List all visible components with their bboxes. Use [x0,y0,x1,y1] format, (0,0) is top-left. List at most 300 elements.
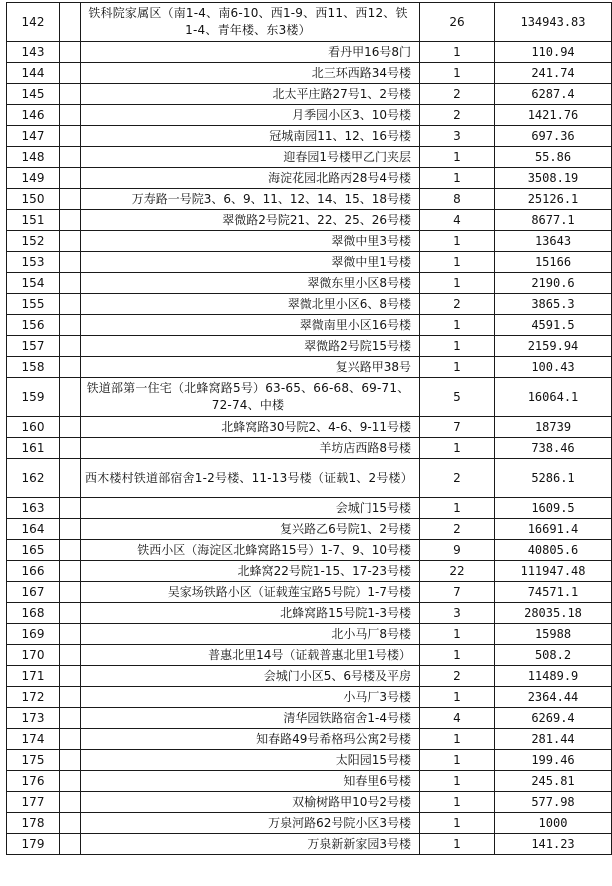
area-cell: 25126.1 [495,189,612,210]
row-number-cell: 161 [7,438,60,459]
address-cell [81,540,420,561]
empty-cell [60,231,81,252]
row-number-cell: 149 [7,168,60,189]
empty-cell [60,378,81,417]
table-row [7,624,612,645]
building-count-cell [420,3,495,42]
empty-cell [60,252,81,273]
building-count-cell [420,231,495,252]
address-text: 北太平庄路27号1、2号楼 [272,86,411,101]
building-count-cell [420,750,495,771]
building-count-text: 1 [453,752,461,767]
area-cell: 134943.83 [495,3,612,42]
building-count-cell [420,417,495,438]
area-cell: 5286.1 [495,459,612,498]
table-row [7,519,612,540]
empty-cell [60,3,81,42]
row-number-cell: 175 [7,750,60,771]
building-count-cell [420,273,495,294]
building-count-cell [420,645,495,666]
building-count-cell [420,252,495,273]
empty-cell [60,438,81,459]
building-count-text: 2 [453,107,461,122]
address-cell [81,687,420,708]
area-cell: 40805.6 [495,540,612,561]
area-cell: 508.2 [495,645,612,666]
building-count-text: 1 [453,500,461,515]
row-number-cell: 152 [7,231,60,252]
building-count-text: 1 [453,359,461,374]
empty-cell [60,813,81,834]
address-cell [81,792,420,813]
address-text: 北三环西路34号楼 [311,65,411,80]
address-cell [81,336,420,357]
address-cell [81,603,420,624]
table-row [7,3,612,42]
address-text: 清华园铁路宿舍1-4号楼 [283,710,411,725]
building-count-text: 1 [453,65,461,80]
table-row [7,294,612,315]
building-count-cell [420,294,495,315]
building-count-text: 8 [453,191,461,206]
table-row [7,708,612,729]
row-number-cell: 168 [7,603,60,624]
building-count-cell [420,582,495,603]
building-count-cell [420,459,495,498]
row-number-cell: 170 [7,645,60,666]
empty-cell [60,624,81,645]
building-count-text: 5 [453,389,461,404]
area-cell: 55.86 [495,147,612,168]
area-cell: 11489.9 [495,666,612,687]
empty-cell [60,582,81,603]
empty-cell [60,603,81,624]
address-cell [81,519,420,540]
building-count-text: 7 [453,419,461,434]
building-count-text: 1 [453,815,461,830]
address-cell [81,273,420,294]
empty-cell [60,834,81,855]
row-number-cell: 163 [7,498,60,519]
address-text: 北蜂窝路15号院1-3号楼 [280,605,411,620]
building-count-cell [420,126,495,147]
building-count-text: 9 [453,542,461,557]
table-row [7,582,612,603]
area-cell: 697.36 [495,126,612,147]
address-text: 翠微南里小区16号楼 [299,317,411,332]
area-cell: 1609.5 [495,498,612,519]
area-cell: 110.94 [495,42,612,63]
area-cell: 6287.4 [495,84,612,105]
row-number-cell: 153 [7,252,60,273]
area-cell: 3508.19 [495,168,612,189]
address-text: 翠微路2号院21、22、25、26号楼 [222,212,411,227]
building-count-text: 1 [453,317,461,332]
area-cell: 577.98 [495,792,612,813]
address-cell [81,666,420,687]
address-cell [81,459,420,498]
empty-cell [60,792,81,813]
area-cell: 1421.76 [495,105,612,126]
address-cell [81,42,420,63]
area-cell: 18739 [495,417,612,438]
building-count-cell [420,189,495,210]
address-text: 复兴路甲38号 [335,359,411,374]
empty-cell [60,63,81,84]
address-text: 知春路49号希格玛公寓2号楼 [256,731,411,746]
table-row [7,315,612,336]
table-row [7,603,612,624]
empty-cell [60,540,81,561]
address-cell [81,729,420,750]
table-body [7,3,612,855]
row-number-cell: 151 [7,210,60,231]
building-count-cell [420,624,495,645]
area-cell: 281.44 [495,729,612,750]
address-cell [81,378,420,417]
table-row [7,189,612,210]
address-cell [81,105,420,126]
address-text: 太阳园15号楼 [335,752,411,767]
table-row [7,771,612,792]
table-row [7,459,612,498]
building-count-text: 7 [453,584,461,599]
address-text: 北蜂窝路30号院2、4-6、9-11号楼 [221,419,411,434]
empty-cell [60,147,81,168]
empty-cell [60,210,81,231]
area-cell: 199.46 [495,750,612,771]
address-cell [81,750,420,771]
address-text: 会城门小区5、6号楼及平房 [263,668,411,683]
building-count-cell [420,687,495,708]
address-text: 普惠北里14号（证载普惠北里1号楼） [208,647,411,662]
table-row [7,84,612,105]
building-count-cell [420,498,495,519]
building-count-cell [420,708,495,729]
row-number-cell: 142 [7,3,60,42]
row-number-cell: 150 [7,189,60,210]
building-count-text: 1 [453,773,461,788]
building-count-cell [420,336,495,357]
table-row [7,210,612,231]
area-cell: 3865.3 [495,294,612,315]
address-cell [81,252,420,273]
row-number-cell: 179 [7,834,60,855]
empty-cell [60,498,81,519]
area-cell: 738.46 [495,438,612,459]
address-text: 翠微中里1号楼 [331,254,411,269]
row-number-cell: 159 [7,378,60,417]
row-number-cell: 147 [7,126,60,147]
table-row [7,357,612,378]
row-number-cell: 145 [7,84,60,105]
empty-cell [60,708,81,729]
building-count-cell [420,147,495,168]
row-number-cell: 171 [7,666,60,687]
row-number-cell: 154 [7,273,60,294]
building-count-cell [420,168,495,189]
address-cell [81,63,420,84]
building-count-cell [420,729,495,750]
table-row [7,273,612,294]
building-count-cell [420,84,495,105]
address-cell [81,231,420,252]
empty-cell [60,771,81,792]
address-cell [81,834,420,855]
address-text: 万泉河路62号院小区3号楼 [268,815,411,830]
empty-cell [60,189,81,210]
empty-cell [60,273,81,294]
area-cell: 100.43 [495,357,612,378]
address-cell [81,582,420,603]
area-cell: 13643 [495,231,612,252]
table-row [7,438,612,459]
table-row [7,168,612,189]
building-count-cell [420,438,495,459]
building-count-text: 2 [453,668,461,683]
empty-cell [60,417,81,438]
empty-cell [60,294,81,315]
building-count-cell [420,315,495,336]
building-count-text: 1 [453,149,461,164]
table-row [7,561,612,582]
row-number-cell: 162 [7,459,60,498]
row-number-cell: 174 [7,729,60,750]
building-count-text: 1 [453,689,461,704]
address-text: 冠城南园11、12、16号楼 [269,128,411,143]
row-number-cell: 169 [7,624,60,645]
table-row [7,105,612,126]
building-count-cell [420,603,495,624]
address-cell [81,498,420,519]
area-cell: 15988 [495,624,612,645]
address-cell [81,357,420,378]
empty-cell [60,84,81,105]
row-number-cell: 172 [7,687,60,708]
address-text: 知春里6号楼 [343,773,411,788]
empty-cell [60,561,81,582]
address-cell [81,84,420,105]
table-row [7,645,612,666]
table-row [7,378,612,417]
building-count-text: 1 [453,647,461,662]
empty-cell [60,315,81,336]
area-cell: 1000 [495,813,612,834]
building-count-text: 1 [453,731,461,746]
property-table [6,2,612,855]
empty-cell [60,168,81,189]
table-row [7,417,612,438]
address-text: 月季园小区3、10号楼 [292,107,411,122]
empty-cell [60,336,81,357]
address-text: 北蜂窝22号院1-15、17-23号楼 [237,563,411,578]
building-count-text: 1 [453,254,461,269]
area-cell: 28035.18 [495,603,612,624]
address-cell [81,210,420,231]
address-cell [81,813,420,834]
building-count-cell [420,63,495,84]
empty-cell [60,750,81,771]
building-count-text: 1 [453,794,461,809]
address-text: 小马厂3号楼 [343,689,411,704]
building-count-cell [420,561,495,582]
address-cell [81,3,420,42]
table-row [7,336,612,357]
building-count-text: 1 [453,836,461,851]
empty-cell [60,687,81,708]
address-text: 铁科院家属区（南1-4、南6-10、西1-9、西11、西12、铁1-4、青年楼、东3楼） [88,6,408,37]
building-count-text: 3 [453,128,461,143]
address-cell [81,624,420,645]
building-count-cell [420,813,495,834]
empty-cell [60,105,81,126]
address-text: 吴家场铁路小区（证载莲宝路5号院）1-7号楼 [167,584,411,599]
building-count-cell [420,357,495,378]
building-count-text: 2 [453,296,461,311]
address-text: 万寿路一号院3、6、9、11、12、14、15、18号楼 [131,191,411,206]
address-cell [81,294,420,315]
empty-cell [60,42,81,63]
table-row [7,834,612,855]
table-row [7,147,612,168]
empty-cell [60,126,81,147]
address-cell [81,168,420,189]
building-count-cell [420,105,495,126]
empty-cell [60,729,81,750]
row-number-cell: 157 [7,336,60,357]
table-row [7,231,612,252]
address-cell [81,315,420,336]
building-count-text: 2 [453,521,461,536]
row-number-cell: 155 [7,294,60,315]
table-row [7,498,612,519]
address-text: 翠微北里小区6、8号楼 [287,296,411,311]
table-row [7,729,612,750]
table-row [7,792,612,813]
empty-cell [60,519,81,540]
address-text: 翠微中里3号楼 [331,233,411,248]
address-text: 北小马厂8号楼 [331,626,411,641]
building-count-cell [420,42,495,63]
building-count-text: 1 [453,170,461,185]
building-count-text: 1 [453,338,461,353]
address-cell [81,645,420,666]
table-row [7,126,612,147]
address-text: 翠微东里小区8号楼 [307,275,411,290]
row-number-cell: 165 [7,540,60,561]
row-number-cell: 178 [7,813,60,834]
area-cell: 15166 [495,252,612,273]
area-cell: 2364.44 [495,687,612,708]
address-cell [81,561,420,582]
area-cell: 8677.1 [495,210,612,231]
address-text: 迎春园1号楼甲乙门夹层 [283,149,411,164]
row-number-cell: 143 [7,42,60,63]
row-number-cell: 146 [7,105,60,126]
building-count-cell [420,666,495,687]
row-number-cell: 166 [7,561,60,582]
building-count-text: 4 [453,212,461,227]
address-text: 会城门15号楼 [335,500,411,515]
building-count-cell [420,771,495,792]
address-cell [81,438,420,459]
row-number-cell: 176 [7,771,60,792]
building-count-text: 26 [449,14,465,29]
building-count-cell [420,210,495,231]
building-count-text: 1 [453,44,461,59]
address-text: 翠微路2号院15号楼 [304,338,411,353]
building-count-text: 2 [453,86,461,101]
building-count-cell [420,519,495,540]
address-text: 看丹甲16号8门 [328,44,411,59]
area-cell: 245.81 [495,771,612,792]
area-cell: 241.74 [495,63,612,84]
area-cell: 111947.48 [495,561,612,582]
table-row [7,42,612,63]
address-text: 双榆树路甲10号2号楼 [292,794,411,809]
area-cell: 74571.1 [495,582,612,603]
table-row [7,750,612,771]
building-count-text: 1 [453,275,461,290]
table-row [7,252,612,273]
row-number-cell: 148 [7,147,60,168]
building-count-cell [420,378,495,417]
building-count-text: 1 [453,233,461,248]
address-text: 铁道部第一住宅（北蜂窝路5号）63-65、66-68、69-71、72-74、中楼 [86,381,410,412]
area-cell: 16064.1 [495,378,612,417]
area-cell: 6269.4 [495,708,612,729]
table-row [7,63,612,84]
row-number-cell: 164 [7,519,60,540]
row-number-cell: 167 [7,582,60,603]
empty-cell [60,357,81,378]
table-row [7,666,612,687]
building-count-text: 3 [453,605,461,620]
address-cell [81,708,420,729]
building-count-text: 4 [453,710,461,725]
row-number-cell: 156 [7,315,60,336]
address-cell [81,147,420,168]
building-count-text: 22 [449,563,465,578]
row-number-cell: 177 [7,792,60,813]
address-cell [81,126,420,147]
address-cell [81,189,420,210]
address-text: 西木楼村铁道部宿舍1-2号楼、11-13号楼（证载1、2号楼） [85,470,413,485]
area-cell: 4591.5 [495,315,612,336]
area-cell: 16691.4 [495,519,612,540]
address-text: 万泉新新家园3号楼 [307,836,411,851]
area-cell: 141.23 [495,834,612,855]
address-text: 铁西小区（海淀区北蜂窝路15号）1-7、9、10号楼 [137,542,411,557]
table-row [7,813,612,834]
address-cell [81,771,420,792]
row-number-cell: 158 [7,357,60,378]
area-cell: 2190.6 [495,273,612,294]
empty-cell [60,666,81,687]
address-text: 海淀花园北路丙28号4号楼 [268,170,411,185]
building-count-cell [420,834,495,855]
building-count-text: 1 [453,440,461,455]
building-count-text: 1 [453,626,461,641]
row-number-cell: 144 [7,63,60,84]
empty-cell [60,645,81,666]
address-text: 复兴路乙6号院1、2号楼 [280,521,411,536]
building-count-cell [420,540,495,561]
row-number-cell: 160 [7,417,60,438]
table-row [7,540,612,561]
empty-cell [60,459,81,498]
address-cell [81,417,420,438]
